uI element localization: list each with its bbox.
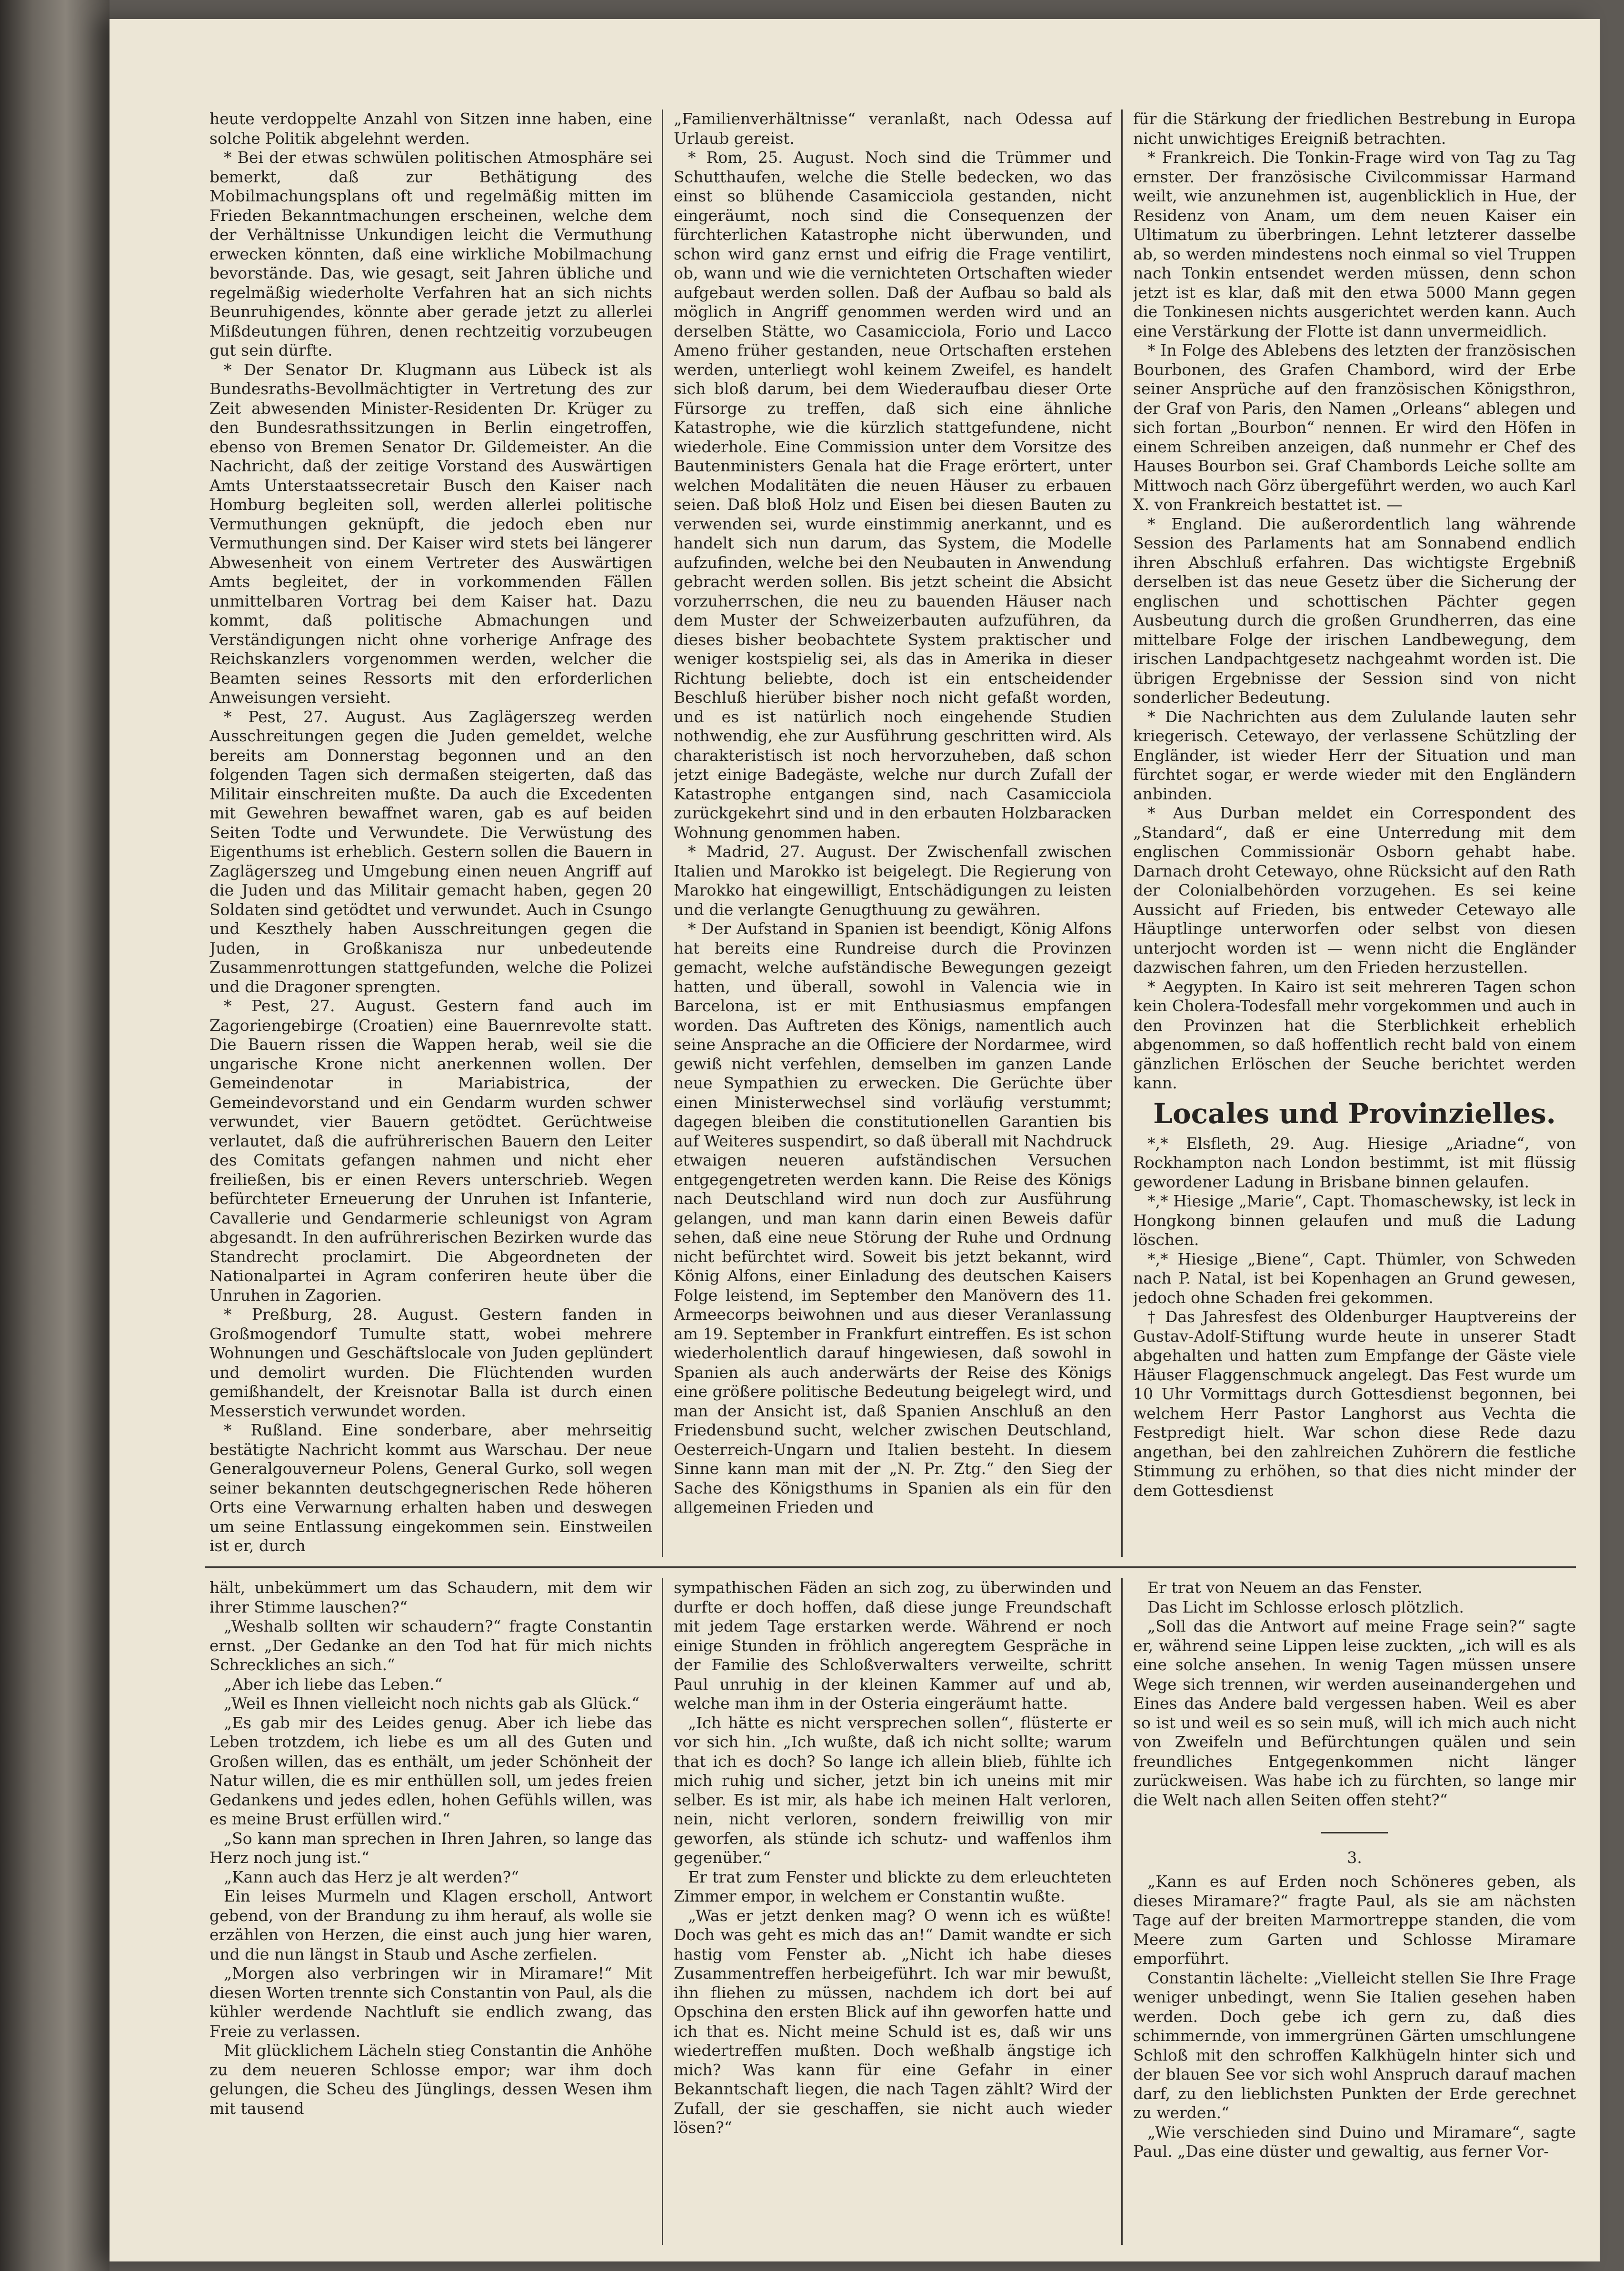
article-paragraph: * Rom, 25. August. Noch sind die Trümmer und Schutthaufen, welche die Stelle bedecken, wo das einst so blühende Casamicciola gestanden, nicht eingeräumt, noch sind die Consequenzen der fürchterlichen Katastrophe nicht überwunden, und schon wird ganz ernst und eifrig die Frage ventilirt, ob, wann und wie die vernichteten Ortschaften wieder aufgebaut werden sollen. Daß der Aufbau so bald als möglich in Angriff genommen werden wird und an derselben Stätte, wo Casamicciola, Forio und Lacco Ameno früher gestanden, neue Ortschaften erstehen werden, unterliegt wohl keinem Zweifel, es handelt sich bloß darum, bei dem Wiederaufbau dieser Orte Fürsorge zu treffen, daß sich eine ähnliche Katastrophe, wie die kürzlich stattgefundene, nicht wiederhole. Eine Commission unter dem Vorsitze des Bautenministers Genala hat die Frage erörtert, unter welchen Modalitäten die neuen Häuser zu erbauen seien. Daß bloß Holz und Eisen bei diesen Bauten zu verwenden sei, wurde einstimmig anerkannt, und es handelt sich nun darum, das System, die Modelle aufzufinden, welche bei den Neubauten in Anwendung gebracht werden sollen. Bis jetzt scheint die Absicht vorzuherrschen, die neu zu bauenden Häuser nach dem Muster der Schweizerbauten aufzuführen, da dieses bisher beobachtete System praktischer und weniger kostspielig sei, als das in Amerika in dieser Richtung beliebte, doch ist ein entscheidender Beschluß hierüber bisher noch nicht gefaßt worden, und es ist natürlich noch eingehende Studien nothwendig, ehe zur Ausführung geschritten wird. Als charakteristisch ist noch hervorzuheben, daß schon jetzt einige Badegäste, welche nur durch Zufall der Katastrophe entgangen sind, nach Casamicciola zurückgekehrt sind und in den erbauten Holzbaracken Wohnung genommen haben.	[674, 148, 1112, 842]
article-paragraph: * Frankreich. Die Tonkin-Frage wird von Tag zu Tag ernster. Der französische Civilcommissar Harmand weilt, wie anzunehmen ist, augenblicklich in Hue, der Residenz von Anam, um dem neuen Kaiser ein Ultimatum zu überbringen. Lehnt letzterer dasselbe ab, so werden mindestens noch einmal so viel Truppen nach Tonkin entsendet werden müssen, denn schon jetzt ist es klar, daß mit den etwa 5000 Mann gegen die Tonkinesen nichts ausgerichtet werden kann. Auch eine Verstärkung der Flotte ist dann unvermeidlich.	[1133, 148, 1576, 340]
article-paragraph: für die Stärkung der friedlichen Bestrebung in Europa nicht unwichtiges Ereigniß betrachten.	[1133, 110, 1576, 148]
chapter-divider	[1133, 1822, 1576, 1842]
upper-column-3	[1133, 110, 1576, 1557]
article-paragraph: † Das Jahresfest des Oldenburger Hauptvereins der Gustav-Adolf-Stiftung wurde heute in unserer Stadt abgehalten und hatten zum Empfange der Gäste viele Häuser Flaggenschmuck angelegt. Das Fest wurde um 10 Uhr Vormittags durch Gottesdienst begonnen, bei welchem Herr Pastor Langhorst aus Vechta die Festpredigt hielt. War schon diese Rede dazu angethan, bei den zahlreichen Zuhörern die festliche Stimmung zu erhöhen, so that dies nicht minder der dem Gottesdienst	[1133, 1307, 1576, 1500]
article-paragraph: *,* Elsfleth, 29. Aug. Hiesige „Ariadne“, von Rockhampton nach London bestimmt, ist mit flüssig gewordener Ladung in Brisbane binnen gelaufen.	[1133, 1134, 1576, 1191]
article-paragraph: Ein leises Murmeln und Klagen erscholl, Antwort gebend, von der Brandung zu ihm herauf, als wolle sie erzählen von Herzen, die einst auch jung hier waren, und die nun längst in Staub und Asche zerfielen.	[209, 1887, 652, 1963]
feuilleton-separator	[205, 1566, 1576, 1568]
article-paragraph: Er trat von Neuem an das Fenster.	[1147, 1578, 1423, 1597]
article-paragraph: „Es gab mir des Leides genug. Aber ich liebe das Leben trotzdem, ich liebe es um all des Guten und Großen willen, das es enthält, um jeder Schönheit der Natur willen, die es mir enthüllen soll, um jedes freien Gedankens und jedes edlen, hohen Gefühls willen, was es meine Brust erfüllen wird.“	[209, 1713, 652, 1828]
column-rule	[1121, 1578, 1123, 2245]
article-paragraph: Er trat zum Fenster und blickte zu dem erleuchteten Zimmer empor, in welchem er Constantin wußte.	[674, 1867, 1112, 1905]
article-paragraph: * Aegypten. In Kairo ist seit mehreren Tagen schon kein Cholera-Todesfall mehr vorgekommen und auch in den Provinzen hat die Sterblichkeit erheblich abgenommen, so daß hoffentlich recht bald von einem gänzlichen Erlöschen der Seuche berichtet werden kann.	[1133, 977, 1576, 1092]
article-paragraph: * Der Senator Dr. Klugmann aus Lübeck ist als Bundesraths-Bevollmächtigter in Vertretung des zur Zeit abwesenden Minister-Residenten Dr. Krüger zu den Bundesrathssitzungen in Berlin eingetroffen, ebenso von Bremen Senator Dr. Gildemeister. An die Nachricht, daß der zeitige Vorstand des Auswärtigen Amts Unterstaatssecretair Busch den Kaiser nach Homburg begleiten soll, werden allerlei politische Vermuthungen geknüpft, die jedoch eben nur Vermuthungen sind. Der Kaiser wird stets bei längerer Abwesenheit von einem Vertreter des Auswärtigen Amts begleitet, der in vorkommenden Fällen unmittelbaren Vortrag bei dem Kaiser hat. Dazu kommt, daß politische Abmachungen und Verständigungen nicht ohne vorherige Anfrage des Reichskanzlers vorgenommen werden, welcher die Beamten seines Ressorts mit den erforderlichen Anweisungen versieht.	[209, 360, 652, 707]
article-paragraph: Constantin lächelte: „Vielleicht stellen Sie Ihre Frage weniger unbedingt, wenn Sie Italien gesehen haben werden. Doch gebe ich gern zu, daß dies schimmernde, von immergrünen Gärten umschlungene Schloß mit den schroffen Kalkhügeln hinter sich und der blauen See vor sich wohl Anspruch darauf machen darf, zu den lieblichsten Punkten der Erde gerechnet zu werden.“	[1133, 1968, 1576, 2122]
lower-column-1	[209, 1578, 652, 2245]
column-rule	[662, 110, 663, 1557]
section-heading: Locales und Provinzielles.	[1153, 1097, 1556, 1130]
lower-column-2	[674, 1578, 1112, 2245]
article-paragraph: „Weshalb sollten wir schaudern?“ fragte Constantin ernst. „Der Gedanke an den Tod hat für mich nichts Schreckliches an sich.“	[209, 1617, 652, 1674]
article-paragraph: * Aus Durban meldet ein Correspondent des „Standard“, daß er eine Unterredung mit dem englischen Commissionär Osborn gehabt habe. Darnach droht Cetewayo, ohne Rücksicht auf den Rath der Colonialbehörden vorzugehen. Es sei keine Aussicht auf Frieden, bis entweder Cetewayo alle Häuptlinge unterworfen oder selbst von diesen unterjocht worden ist — wenn nicht die Engländer dazwischen fahren, um den Frieden herzustellen.	[1133, 804, 1576, 976]
article-paragraph: „Ich hätte es nicht versprechen sollen“, flüsterte er vor sich hin. „Ich wußte, daß ich nicht sollte; warum that ich es doch? So lange ich allein blieb, fühlte ich mich ruhig und sicher, jetzt bin ich uneins mit mir selber. Es ist mir, als habe ich meinen Halt verloren, nein, nicht verloren, sondern freiwillig von mir geworfen, als stünde ich schutz- und waffenlos ihm gegenüber.“	[674, 1713, 1112, 1867]
newspaper-page	[110, 19, 1600, 2261]
article-paragraph: * Bei der etwas schwülen politischen Atmosphäre sei bemerkt, daß zur Bethätigung des Mobilmachungsplans oft und regelmäßig mitten im Frieden Bekanntmachungen erscheinen, welche dem der Verhältnisse Unkundigen leicht die Vermuthung erwecken könnten, daß eine wirkliche Mobilmachung bevorstände. Das, wie gesagt, seit Jahren übliche und regelmäßig wiederholte Verfahren hat an sich nichts Beunruhigendes, könnte aber gerade jetzt zu allerlei Mißdeutungen führen, denen rechtzeitig vorzubeugen gut sein dürfte.	[209, 148, 652, 359]
upper-column-1	[209, 110, 652, 1557]
book-spine	[0, 0, 110, 2271]
article-paragraph: * Die Nachrichten aus dem Zululande lauten sehr kriegerisch. Cetewayo, der verlassene Schützling der Engländer, ist wieder Herr der Situation und man fürchtet sogar, er werde wieder mit den Engländern anbinden.	[1133, 707, 1576, 803]
article-paragraph: * Pest, 27. August. Gestern fand auch im Zagoriengebirge (Croatien) eine Bauernrevolte statt. Die Bauern rissen die Wappen herab, weil sie die ungarische Krone nicht anerkennen wollen. Der Gemeindenotar in Mariabistrica, der Gemeindevorstand und ein Gendarm wurden schwer verwundet, vier Bauern getödtet. Gerüchtweise verlautet, daß die aufrührerischen Bauern den Leiter des Comitats gefangen nahmen und nicht eher freiließen, bis er einen Revers unterschrieb. Wegen befürchteter Erneuerung der Unruhen ist Infanterie, Cavallerie und Gendarmerie schleunigst von Agram abgesandt. In den aufrührerischen Bezirken wurde das Standrecht proclamirt. Die Abgeordneten der Nationalpartei in Agram conferiren heute über die Unruhen in Zagorien.	[209, 996, 652, 1305]
upper-column-2	[674, 110, 1112, 1557]
article-paragraph: Mit glücklichem Lächeln stieg Constantin die Anhöhe zu dem neueren Schlosse empor; war ihm doch gelungen, die Scheu des Jünglings, dessen Wesen ihm mit tausend	[209, 2041, 652, 2118]
column-rule	[662, 1578, 663, 2245]
article-paragraph: * Rußland. Eine sonderbare, aber mehrseitig bestätigte Nachricht kommt aus Warschau. Der neue Generalgouverneur Polens, General Gurko, soll wegen seiner bekannten deutschgegnerischen Rede höheren Orts eine Verwarnung erhalten haben und deswegen um seine Entlassung eingekommen sein. Einstweilen ist er, durch	[209, 1421, 652, 1555]
article-paragraph: sympathischen Fäden an sich zog, zu überwinden und durfte er doch hoffen, daß diese junge Freundschaft mit jedem Tage erstarken werde. Während er noch einige Stunden in fröhlich angeregtem Gespräche in der Familie des Schloßverwalters verweilte, schritt Paul unruhig in der kleinen Kammer auf und ab, welche man ihm in der Osteria eingeräumt hatte.	[674, 1578, 1112, 1713]
article-paragraph: „Wie verschieden sind Duino und Miramare“, sagte Paul. „Das eine düster und gewaltig, aus ferner Vor-	[1133, 2122, 1576, 2161]
article-paragraph: *,* Hiesige „Marie“, Capt. Thomaschewsky, ist leck in Hongkong binnen gelaufen und muß die Ladung löschen.	[1133, 1192, 1576, 1249]
article-paragraph: heute verdoppelte Anzahl von Sitzen inne haben, eine solche Politik abgelehnt werden.	[209, 110, 652, 148]
article-paragraph: „Morgen also verbringen wir in Miramare!“ Mit diesen Worten trennte sich Constantin von Paul, als die kühler werdende Nachtluft sie endlich zwang, das Freie zu verlassen.	[209, 1964, 652, 2041]
article-paragraph: * Pest, 27. August. Aus Zaglägerszeg werden Ausschreitungen gegen die Juden gemeldet, welche bereits am Donnerstag begonnen und an den folgenden Tagen sich dermaßen steigerten, daß das Militair einschreiten mußte. Da auch die Excedenten mit Gewehren bewaffnet waren, gab es auf beiden Seiten Todte und Verwundete. Die Verwüstung des Eigenthums ist erheblich. Gestern sollen die Bauern in Zaglägerszeg und Umgebung einen neuen Angriff auf die Juden und das Militair gemacht haben, gegen 20 Soldaten sind getödtet und verwundet. Auch in Csungo und Keszthely haben Ausschreitungen gegen die Juden, in Großkanisza nur unbedeutende Zusammenrottungen stattgefunden, welche die Polizei und die Dragoner sprengten.	[209, 707, 652, 996]
article-paragraph: *,* Hiesige „Biene“, Capt. Thümler, von Schweden nach P. Natal, ist bei Kopenhagen an Grund gewesen, jedoch ohne Schaden frei gekommen.	[1133, 1249, 1576, 1307]
article-paragraph: * Der Aufstand in Spanien ist beendigt, König Alfons hat bereits eine Rundreise durch die Provinzen gemacht, welche aufständische Bewegungen gezeigt hatten, und überall, sowohl in Valencia wie in Barcelona, ist er mit Enthusiasmus empfangen worden. Das Auftreten des Königs, namentlich auch seine Ansprache an die Officiere der Nordarmee, wird gewiß nicht verfehlen, demselben im ganzen Lande neue Sympathien zu erwecken. Die Gerüchte über einen Ministerwechsel sind vorläufig verstummt; dagegen bleiben die constitutionellen Garantien bis auf Weiteres suspendirt, so daß überall mit Nachdruck etwaigen neueren aufständischen Versuchen entgegengetreten werden kann. Die Reise des Königs nach Deutschland wird nun doch zur Ausführung gelangen, und man kann darin einen Beweis dafür sehen, daß eine neue Störung der Ruhe und Ordnung nicht befürchtet wird. Soweit bis jetzt bekannt, wird König Alfons, einer Einladung des deutschen Kaisers Folge leistend, im September den Manövern des 11. Armeecorps beiwohnen und aus dieser Veranlassung am 19. September in Frankfurt eintreffen. Es ist schon wiederholentlich darauf hingewiesen, daß sowohl in Spanien als auch anderwärts der Reise des Königs eine größere politische Bedeutung beigelegt wird, und man der Ansicht ist, daß Spanien Anschluß an den Friedensbund sucht, welcher zwischen Deutschland, Oesterreich-Ungarn und Italien besteht. In diesem Sinne kann man mit der „N. Pr. Ztg.“ den Sieg der Sache des Königsthums in Spanien als ein für den allgemeinen Frieden und	[674, 919, 1112, 1516]
article-paragraph: „Soll das die Antwort auf meine Frage sein?“ sagte er, während seine Lippen leise zuckten, „ich will es als eine solche ansehen. In wenig Tagen müssen unsere Wege sich trennen, wir werden auseinandergehen und Eines das Andere bald vergessen haben. Weil es aber so ist und weil es so sein muß, will ich mich auch nicht von Zweifeln und Befürchtungen quälen und sein freundliches Entgegenkommen nicht länger zurückweisen. Was habe ich zu fürchten, so lange mir die Welt nach allen Seiten offen steht?“	[1133, 1617, 1576, 1809]
article-paragraph: * Madrid, 27. August. Der Zwischenfall zwischen Italien und Marokko ist beigelegt. Die Regierung von Marokko hat eingewilligt, Entschädigungen zu leisten und die verlangte Genugthuung zu gewähren.	[674, 842, 1112, 919]
lower-column-3	[1133, 1578, 1576, 2245]
article-paragraph: hält, unbekümmert um das Schaudern, mit dem wir ihrer Stimme lauschen?“	[209, 1578, 652, 1616]
article-paragraph: „Aber ich liebe das Leben.“	[224, 1674, 443, 1693]
column-rule	[1121, 110, 1123, 1557]
chapter-number: 3.	[1347, 1848, 1362, 1867]
article-paragraph: „Kann auch das Herz je alt werden?“	[224, 1867, 519, 1886]
article-paragraph: „Was er jetzt denken mag? O wenn ich es wüßte! Doch was geht es mich das an!“ Damit wandte er sich hastig vom Fenster ab. „Nicht ich habe dieses Zusammentreffen herbeigeführt. Ich war mir bewußt, ihn fliehen zu müssen, nachdem ich dort bei auf Opschina den ersten Blick auf ihn geworfen hatte und ich that es. Nicht meine Schuld ist es, daß wir uns wiedertreffen mußten. Doch weßhalb ängstige ich mich? Was kann für eine Gefahr in einer Bekanntschaft liegen, die nach Tagen zählt? Wird der Zufall, der sie geschaffen, sie nicht auch wieder lösen?“	[674, 1906, 1112, 2137]
article-paragraph: Das Licht im Schlosse erlosch plötzlich.	[1147, 1597, 1464, 1616]
article-paragraph: „Kann es auf Erden noch Schöneres geben, als dieses Miramare?“ fragte Paul, als sie am nächsten Tage auf der breiten Marmortreppe standen, die vom Meere zum Garten und Schlosse Miramare emporführt.	[1133, 1872, 1576, 1968]
article-paragraph: „Familienverhältnisse“ veranlaßt, nach Odessa auf Urlaub gereist.	[674, 110, 1112, 148]
article-paragraph: „Weil es Ihnen vielleicht noch nichts gab als Glück.“	[224, 1694, 640, 1713]
article-paragraph: * England. Die außerordentlich lang währende Session des Parlaments hat am Sonnabend endlich ihren Abschluß erfahren. Das wichtigste Ergebniß derselben ist das neue Gesetz über die Sicherung der englischen und schottischen Pächter gegen Ausbeutung durch die großen Grundherren, das eine mittelbare Folge der irischen Landbewegung, dem irischen Landpachtgesetz nachgeahmt worden ist. Die übrigen Ergebnisse der Session sind von nicht sonderlicher Bedeutung.	[1133, 514, 1576, 707]
article-paragraph: „So kann man sprechen in Ihren Jahren, so lange das Herz noch jung ist.“	[209, 1829, 652, 1867]
article-paragraph: * Preßburg, 28. August. Gestern fanden in Großmogendorf Tumulte statt, wobei mehrere Wohnungen und Geschäftslocale von Juden geplündert und demolirt wurden. Die Flüchtenden wurden gemißhandelt, der Kreisnotar Balla ist durch einen Messerstich verwundet worden.	[209, 1305, 652, 1420]
article-paragraph: * In Folge des Ablebens des letzten der französischen Bourbonen, des Grafen Chambord, wird der Erbe seiner Ansprüche auf den französischen Königsthron, der Graf von Paris, den Namen „Orleans“ ablegen und sich fortan „Bourbon“ nennen. Er wird den Höfen in einem Schreiben anzeigen, daß nunmehr er Chef des Hauses Bourbon sei. Graf Chambords Leiche sollte am Mittwoch nach Görz übergeführt werden, wo auch Karl X. von Frankreich bestattet ist. —	[1133, 341, 1576, 514]
